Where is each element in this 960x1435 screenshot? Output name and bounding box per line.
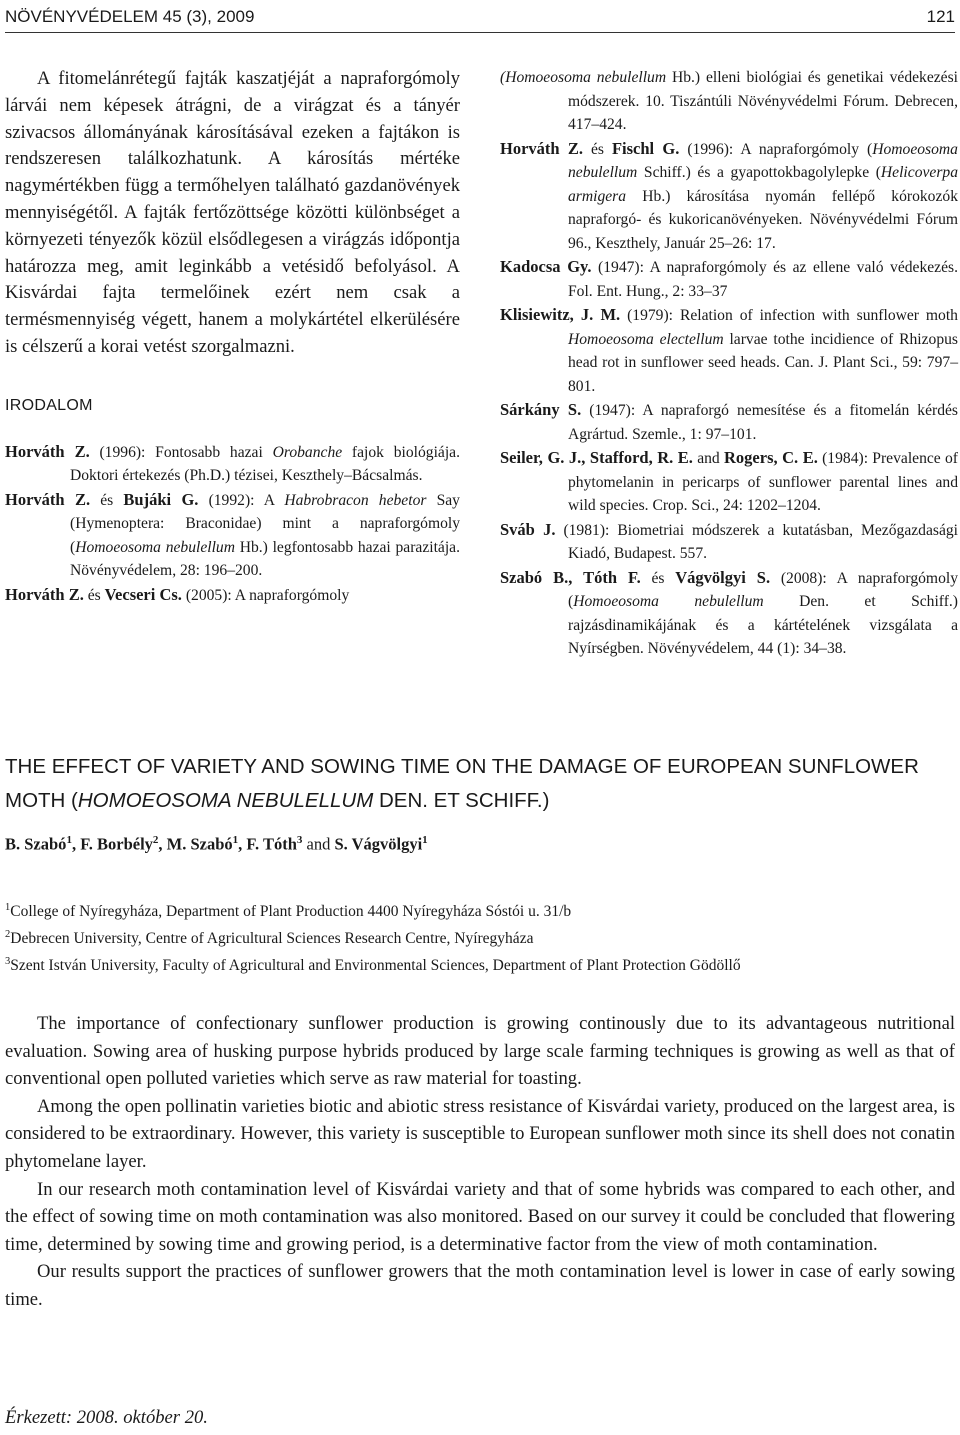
reference-item: Horváth Z. (1996): Fontosabb hazai Orobanche fajok biológiája. Doktori értekezés (Ph.D.) tézisei, Keszthely–Bácsalmás. — [5, 441, 460, 485]
reference-item: Klisiewitz, J. M. (1979): Relation of infection with sunflower moth Homoeosoma electellum larvae tothe incidience of Rhizopus head rot in sunflower seed heads. Can. J. Plant Sci., 59: 797–801. — [500, 305, 958, 395]
abstract-paragraph: The importance of confectionary sunflower production is growing continously due to its advantageous nutritional evaluation. Sowing area of husking purpose hybrids produced by large scale farming techniques is growing as well as that of conventional open polluted varieties which serve as raw material for toasting. — [5, 1013, 955, 1090]
reference-item: Horváth Z. és Fischl G. (1996): A napraforgómoly (Homoeosoma nebulellum Schiff.) és a gyapottokbagolylepke (Helicoverpa armigera Hb.) károsítása nyomán fellépő kórokozók napraforgó- és kukoricanövényeken. Növényvédelmi Fórum 96., Keszthely, Január 25–26: 17. — [500, 138, 958, 252]
author-list: B. Szabó$^1$, F. Borbély$^2$, M. Szabó$^1$, F. Tóth$^3$ and S. Vágvölgyi$^1$ — [5, 834, 428, 854]
body-paragraph: A fitomelánrétegű fajták kaszatjéját a napraforgómoly lárvái nem képesek átrágni, de a virágzat és a tányér szivacsos állományának károsításával ezeken a fajtákon is rendszeresen találkozhatunk. A károsítás mértéke nagymértékben függ a termőhelyen található gazdanövények mennyiségétől. A fajták fertőzöttsége közötti különbséget a környezeti tényezők közül elsődlegesen a virágzás időpontja határozza meg, amit leginkább a vetésidő befolyásol. A Kisvárdai fajta termelőinek ezért nem csak a termésmennyiség végett, hanem a molykártétel elkerülésére is célszerű a korai vetést szorgalmazni. — [5, 68, 460, 357]
affiliations — [5, 896, 955, 977]
abstract — [5, 1010, 955, 1314]
abstract-paragraph: In our research moth contamination level of Kisvárdai variety and that of some hybrids was compared to each other, and the effect of sowing time on moth contamination was also monitored. Based on our survey it could be concluded that flowering time, determined by sowing time and growing period, is a determinative factor from the view of moth contamination. — [5, 1178, 955, 1255]
reference-item: Horváth Z. és Vecseri Cs. (2005): A napraforgómoly — [5, 584, 350, 604]
reference-item: Seiler, G. J., Stafford, R. E. and Rogers, C. E. (1984): Prevalence of phytomelanin in pericarps of sunflower parental lines and wild species. Crop. Sci., 24: 1202–1204. — [500, 448, 958, 514]
reference-item: Sváb J. (1981): Biometriai módszerek a kutatásban, Mezőgazdasági Kiadó, Budapest. 557. — [500, 519, 958, 562]
page-number: 121 — [926, 7, 955, 26]
journal-name: NÖVÉNYVÉDELEM 45 (3), 2009 — [5, 7, 255, 26]
reference-item: Horváth Z. és Bujáki G. (1992): A Habrobracon hebetor Say (Hymenoptera: Braconidae) mint a napraforgómoly (Homoeosoma nebulellum Hb.) legfontosabb hazai parazitája. Növényvédelem, 28: 196–200. — [5, 489, 460, 580]
reference-item: Kadocsa Gy. (1947): A napraforgómoly és az ellene való védekezés. Fol. Ent. Hung., 2: 33–37 — [500, 257, 958, 300]
abstract-paragraph: Our results support the practices of sunflower growers that the moth contamination level is lower in case of early sowing time. — [5, 1261, 955, 1310]
reference-item: Sárkány S. (1947): A napraforgó nemesítése és a fitomelán kérdés Agrártud. Szemle., 1: 97–101. — [500, 400, 959, 443]
abstract-paragraph: Among the open pollinatin varieties biotic and abiotic stress resistance of Kisvárdai variety, produced on the largest area, is considered to be extraordinary. However, this variety is susceptible to European sunflower moth since its shell does not conatin phytomelane layer. — [5, 1095, 955, 1172]
left-column — [5, 66, 460, 607]
affiliation-item: $^3$Szent István University, Faculty of Agricultural and Environmental Sciences, Department of Plant Protection Gödöllő — [5, 956, 741, 975]
right-column — [500, 66, 958, 661]
english-title: THE EFFECT OF VARIETY AND SOWING TIME ON THE DAMAGE OF EUROPEAN SUNFLOWER MOTH (HOMOEOSOMA NEBULELLUM DEN. ET SCHIFF.) — [5, 755, 919, 812]
reference-item: (Homoeosoma nebulellum Hb.) elleni biológiai és genetikai védekezési módszerek. 10. Tiszántúli Növényvédelmi Fórum. Debrecen, 417–424. — [500, 69, 959, 133]
running-header — [5, 2, 955, 33]
received-date: Érkezett: 2008. október 20. — [5, 1407, 208, 1428]
reference-item: Szabó B., Tóth F. és Vágvölgyi S. (2008): A napraforgómoly (Homoeosoma nebulellum Den. et Schiff.) rajzásdinamikájának és a kártételének vizsgálata a Nyírségben. Növényvédelem, 44 (1): 34–38. — [500, 567, 958, 657]
references-heading: IRODALOM — [5, 396, 93, 414]
affiliation-item: $^1$College of Nyíregyháza, Department of Plant Production 4400 Nyíregyháza Sóstói u. 31/b — [5, 902, 572, 921]
affiliation-item: $^2$Debrecen University, Centre of Agricultural Sciences Research Centre, Nyíregyháza — [5, 929, 534, 948]
